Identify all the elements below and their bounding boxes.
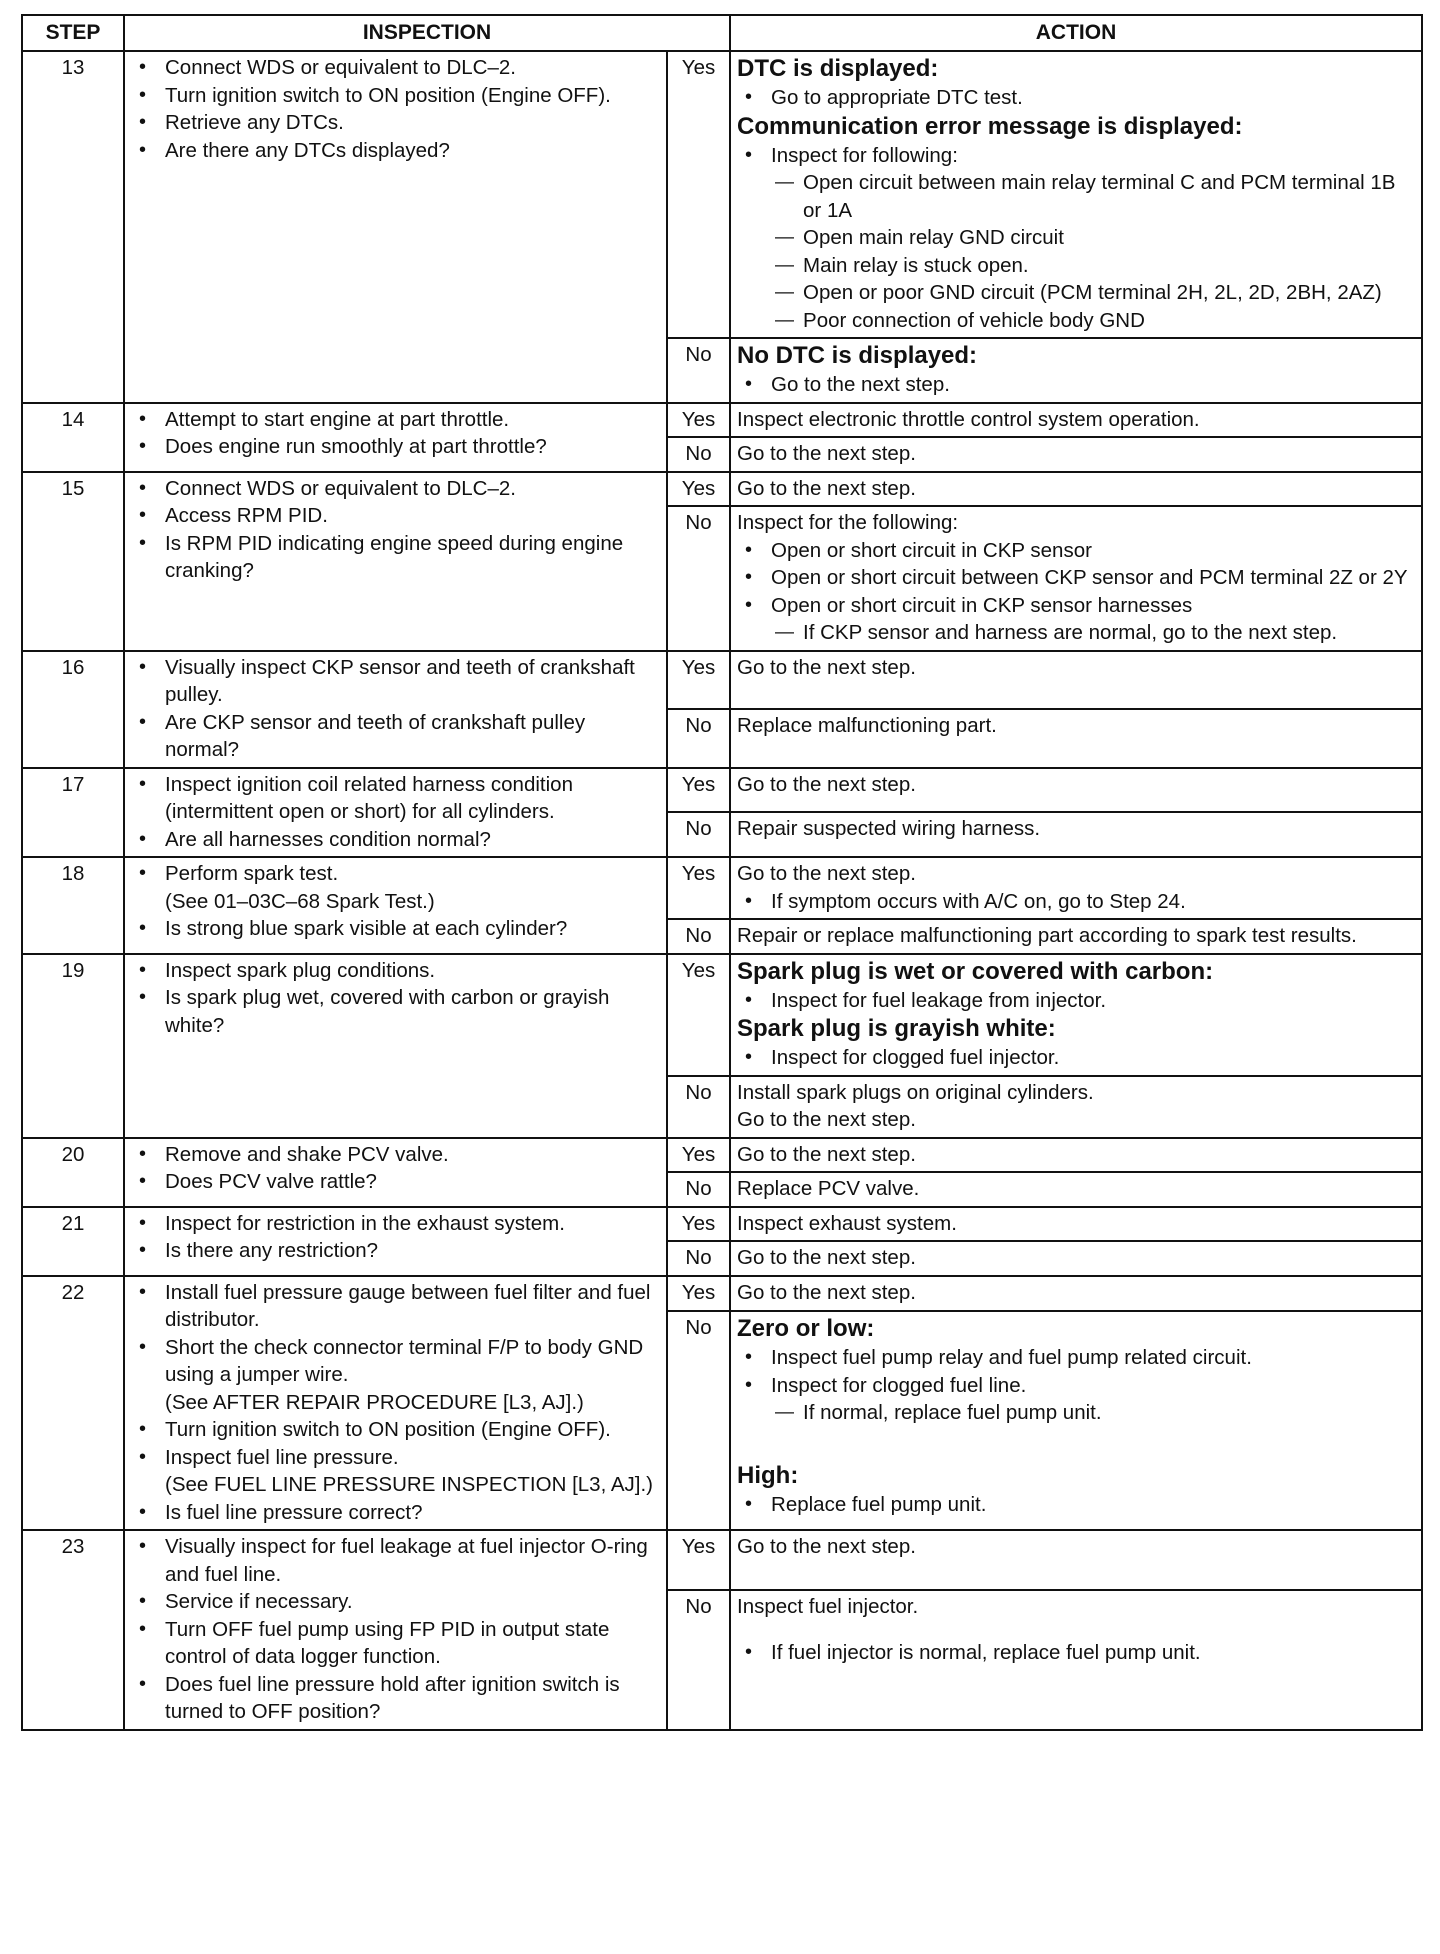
inspection-cell	[124, 1138, 667, 1207]
action-cell: Go to the next step.	[730, 1241, 1422, 1276]
no-label: No	[667, 1241, 730, 1276]
step-number: 14	[22, 403, 124, 472]
action-cell: Repair or replace malfunctioning part according to spark test results.	[730, 919, 1422, 954]
list-item: • Retrieve any DTCs.	[165, 109, 660, 137]
action-cell	[730, 51, 1422, 338]
action-cell	[730, 506, 1422, 651]
table-header-row	[22, 15, 1422, 51]
list-item: • Is RPM PID indicating engine speed during engine cranking?	[165, 530, 660, 585]
list-item: • Go to appropriate DTC test.	[771, 84, 1415, 112]
action-list	[737, 1491, 1415, 1519]
inspection-list	[131, 1279, 660, 1527]
inspection-list	[131, 654, 660, 764]
yes-label: Yes	[667, 1276, 730, 1312]
list-item: • Access RPM PID.	[165, 502, 660, 530]
list-item: • Connect WDS or equivalent to DLC–2.	[165, 54, 660, 82]
table-row	[22, 768, 1422, 813]
action-cell: Go to the next step.	[730, 1138, 1422, 1173]
list-item: • If fuel injector is normal, replace fuel pump unit.	[771, 1639, 1415, 1667]
list-item-text: Inspect for clogged fuel line.	[771, 1373, 1027, 1397]
table-row	[22, 1530, 1422, 1590]
step-number: 20	[22, 1138, 124, 1207]
list-item: • Does engine run smoothly at part throttle?	[165, 433, 660, 461]
sub-list-item: — Open or poor GND circuit (PCM terminal 2H, 2L, 2D, 2BH, 2AZ)	[803, 279, 1415, 307]
table-row	[22, 472, 1422, 507]
condition-heading: High:	[737, 1461, 799, 1489]
list-item: • Is fuel line pressure correct?	[165, 1499, 660, 1527]
inspection-cell	[124, 1276, 667, 1531]
action-list	[737, 142, 1415, 335]
action-cell: Go to the next step.	[730, 472, 1422, 507]
list-item: • Replace fuel pump unit.	[771, 1491, 1415, 1519]
list-item-text: Inspect for following:	[771, 143, 958, 167]
inspection-list	[131, 1533, 660, 1726]
yes-label: Yes	[667, 51, 730, 338]
reference-note: (See AFTER REPAIR PROCEDURE [L3, AJ].)	[165, 1390, 584, 1414]
condition-heading: Spark plug is grayish white:	[737, 1015, 1056, 1042]
no-label: No	[667, 506, 730, 651]
table-row	[22, 954, 1422, 1076]
step-number: 13	[22, 51, 124, 403]
inspection-cell	[124, 954, 667, 1138]
sub-list-item: — Main relay is stuck open.	[803, 252, 1415, 280]
action-cell	[730, 954, 1422, 1076]
action-cell: Go to the next step.	[730, 1530, 1422, 1590]
reference-note: (See 01–03C–68 Spark Test.)	[165, 889, 435, 913]
action-list	[737, 987, 1415, 1015]
action-list	[737, 888, 1415, 916]
list-item: • Service if necessary.	[165, 1588, 660, 1616]
table-row	[22, 403, 1422, 438]
action-text: Inspect fuel injector.	[737, 1595, 919, 1619]
condition-heading: Communication error message is displayed:	[737, 112, 1243, 140]
list-item	[165, 860, 660, 915]
yes-label: Yes	[667, 1207, 730, 1242]
table-row	[22, 651, 1422, 710]
no-label: No	[667, 919, 730, 954]
yes-label: Yes	[667, 1530, 730, 1590]
list-item: • Does PCV valve rattle?	[165, 1168, 660, 1196]
action-list	[737, 1044, 1415, 1072]
action-list	[737, 1344, 1415, 1427]
reference-note: (See FUEL LINE PRESSURE INSPECTION [L3, AJ].)	[165, 1473, 653, 1496]
step-number: 21	[22, 1207, 124, 1276]
sub-list-item: — Open circuit between main relay terminal C and PCM terminal 1B or 1A	[803, 169, 1415, 224]
list-item: • Are there any DTCs displayed?	[165, 137, 660, 165]
yes-label: Yes	[667, 472, 730, 507]
inspection-cell	[124, 768, 667, 858]
action-cell: Go to the next step.	[730, 768, 1422, 813]
list-item: • Attempt to start engine at part throttle.	[165, 406, 660, 434]
action-list	[737, 371, 1415, 399]
sub-list	[771, 619, 1415, 647]
list-item: • Visually inspect for fuel leakage at fuel injector O-ring and fuel line.	[165, 1533, 660, 1588]
action-text: Go to the next step.	[737, 1108, 916, 1131]
action-cell: Inspect exhaust system.	[730, 1207, 1422, 1242]
list-item: • Go to the next step.	[771, 371, 1415, 399]
action-cell: Replace PCV valve.	[730, 1172, 1422, 1207]
condition-heading: Spark plug is wet or covered with carbon:	[737, 957, 1214, 985]
table-row	[22, 1207, 1422, 1242]
inspection-list	[131, 1210, 660, 1265]
list-item: • Inspect for clogged fuel injector.	[771, 1044, 1415, 1072]
action-list	[737, 84, 1415, 112]
action-cell: Inspect electronic throttle control system operation.	[730, 403, 1422, 438]
list-item-text: Open or short circuit in CKP sensor harnesses	[771, 593, 1193, 617]
action-cell	[730, 338, 1422, 403]
action-cell	[730, 1076, 1422, 1138]
yes-label: Yes	[667, 954, 730, 1076]
inspection-list	[131, 957, 660, 1040]
inspection-list	[131, 771, 660, 854]
list-item	[771, 1372, 1415, 1427]
inspection-column-header: INSPECTION	[124, 15, 730, 51]
inspection-cell	[124, 472, 667, 651]
list-item-text: • Perform spark test.	[165, 862, 339, 885]
list-item	[771, 142, 1415, 335]
action-cell	[730, 1590, 1422, 1729]
step-number: 18	[22, 857, 124, 954]
inspection-list	[131, 406, 660, 461]
list-item: • Inspect for fuel leakage from injector.	[771, 987, 1415, 1015]
list-item: • Turn ignition switch to ON position (Engine OFF).	[165, 82, 660, 110]
no-label: No	[667, 709, 730, 768]
step-number: 23	[22, 1530, 124, 1730]
list-item: • Visually inspect CKP sensor and teeth of crankshaft pulley.	[165, 654, 660, 709]
sub-list	[771, 1399, 1415, 1427]
list-item: • Are all harnesses condition normal?	[165, 826, 660, 854]
list-item: • Remove and shake PCV valve.	[165, 1141, 660, 1169]
action-cell	[730, 1311, 1422, 1530]
inspection-cell	[124, 651, 667, 768]
step-column-header: STEP	[22, 15, 124, 51]
no-label: No	[667, 1076, 730, 1138]
condition-heading: Zero or low:	[737, 1315, 875, 1343]
list-item	[771, 592, 1415, 647]
condition-heading: No DTC is displayed:	[737, 342, 978, 369]
action-list	[737, 537, 1415, 647]
action-text: Install spark plugs on original cylinders.	[737, 1080, 1094, 1104]
sub-list-item: — If normal, replace fuel pump unit.	[803, 1399, 1415, 1427]
list-item: • Turn OFF fuel pump using FP PID in output state control of data logger function.	[165, 1616, 660, 1671]
action-cell: Repair suspected wiring harness.	[730, 812, 1422, 857]
spacer	[737, 1427, 1415, 1461]
yes-label: Yes	[667, 403, 730, 438]
inspection-cell	[124, 857, 667, 954]
action-cell: Go to the next step.	[730, 1276, 1422, 1312]
table-row	[22, 1138, 1422, 1173]
sub-list-item: — If CKP sensor and harness are normal, go to the next step.	[803, 619, 1415, 647]
action-cell: Replace malfunctioning part.	[730, 709, 1422, 768]
action-text: Go to the next step.	[737, 862, 916, 885]
list-item: • Is there any restriction?	[165, 1237, 660, 1265]
action-cell: Go to the next step.	[730, 437, 1422, 472]
action-column-header: ACTION	[730, 15, 1422, 51]
inspection-list	[131, 860, 660, 943]
list-item: • Inspect spark plug conditions.	[165, 957, 660, 985]
list-item: • Inspect ignition coil related harness condition (intermittent open or short) for all cylinders.	[165, 771, 660, 826]
list-item: • Open or short circuit between CKP sensor and PCM terminal 2Z or 2Y	[771, 564, 1415, 592]
action-cell: Go to the next step.	[730, 651, 1422, 710]
no-label: No	[667, 1311, 730, 1530]
list-item: • Is spark plug wet, covered with carbon or grayish white?	[165, 984, 660, 1039]
inspection-cell	[124, 1530, 667, 1730]
inspection-list	[131, 1141, 660, 1196]
inspection-cell	[124, 51, 667, 403]
yes-label: Yes	[667, 1138, 730, 1173]
no-label: No	[667, 338, 730, 403]
action-list	[737, 1639, 1415, 1667]
list-item	[165, 1334, 660, 1417]
spacer	[737, 1621, 1415, 1639]
action-cell	[730, 857, 1422, 919]
table-row	[22, 857, 1422, 919]
list-item: • Install fuel pressure gauge between fuel filter and fuel distributor.	[165, 1279, 660, 1334]
yes-label: Yes	[667, 651, 730, 710]
table-row	[22, 51, 1422, 338]
list-item: • Inspect for restriction in the exhaust system.	[165, 1210, 660, 1238]
list-item-text: • Inspect fuel line pressure.	[165, 1445, 399, 1469]
yes-label: Yes	[667, 768, 730, 813]
inspection-cell	[124, 403, 667, 472]
list-item: • Are CKP sensor and teeth of crankshaft pulley normal?	[165, 709, 660, 764]
yes-label: Yes	[667, 857, 730, 919]
list-item: • Inspect fuel pump relay and fuel pump related circuit.	[771, 1344, 1415, 1372]
list-item: • Turn ignition switch to ON position (Engine OFF).	[165, 1416, 660, 1444]
no-label: No	[667, 1590, 730, 1729]
no-label: No	[667, 812, 730, 857]
step-number: 15	[22, 472, 124, 651]
step-number: 17	[22, 768, 124, 858]
list-item: • Connect WDS or equivalent to DLC–2.	[165, 475, 660, 503]
inspection-list	[131, 54, 660, 164]
diagnostic-table-page	[21, 14, 1421, 1731]
list-item	[165, 1444, 660, 1499]
no-label: No	[667, 437, 730, 472]
list-item: • If symptom occurs with A/C on, go to Step 24.	[771, 888, 1415, 916]
no-label: No	[667, 1172, 730, 1207]
list-item: • Is strong blue spark visible at each cylinder?	[165, 915, 660, 943]
step-number: 16	[22, 651, 124, 768]
inspection-cell	[124, 1207, 667, 1276]
list-item-text: • Short the check connector terminal F/P to body GND using a jumper wire.	[165, 1335, 644, 1386]
condition-heading: DTC is displayed:	[737, 55, 939, 82]
sub-list-item: — Open main relay GND circuit	[803, 224, 1415, 252]
sub-list-item: — Poor connection of vehicle body GND	[803, 307, 1415, 335]
inspection-list	[131, 475, 660, 585]
list-item: • Does fuel line pressure hold after ignition switch is turned to OFF position?	[165, 1671, 660, 1726]
sub-list	[771, 169, 1415, 334]
action-text: Inspect for the following:	[737, 511, 959, 534]
step-number: 19	[22, 954, 124, 1138]
table-row	[22, 1276, 1422, 1312]
list-item: • Open or short circuit in CKP sensor	[771, 537, 1415, 565]
step-number: 22	[22, 1276, 124, 1531]
diagnostic-procedure-table	[21, 14, 1423, 1731]
